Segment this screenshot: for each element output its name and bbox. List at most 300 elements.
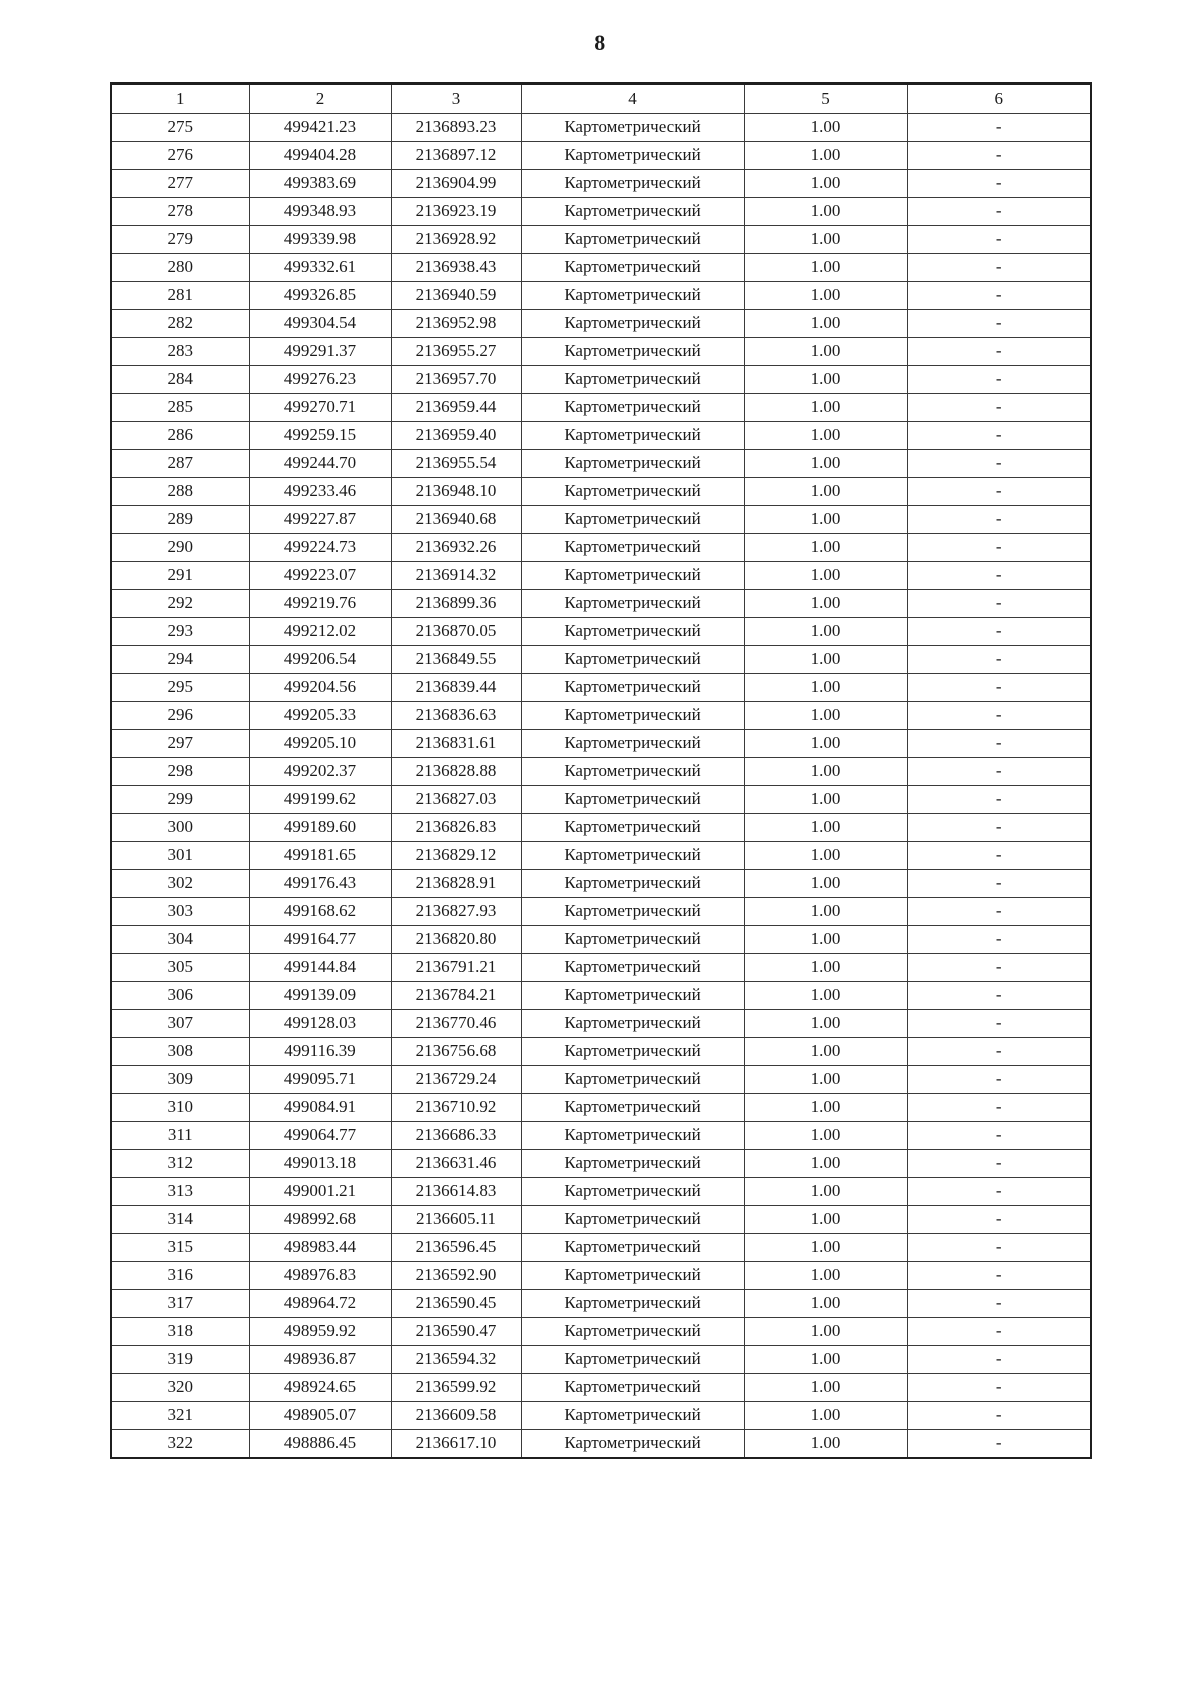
table-row xyxy=(111,618,1091,646)
table-row xyxy=(111,702,1091,730)
table-cell: 297 xyxy=(111,730,249,758)
table-cell: 498976.83 xyxy=(249,1262,391,1290)
table-cell: 1.00 xyxy=(744,898,907,926)
table-row xyxy=(111,1206,1091,1234)
table-cell: Картометрический xyxy=(521,730,744,758)
table-cell: 498924.65 xyxy=(249,1374,391,1402)
table-cell: 2136599.92 xyxy=(391,1374,521,1402)
table-cell: 295 xyxy=(111,674,249,702)
table-cell: - xyxy=(907,1150,1091,1178)
table-cell: 499259.15 xyxy=(249,422,391,450)
table-cell: 499304.54 xyxy=(249,310,391,338)
table-cell: 2136955.27 xyxy=(391,338,521,366)
table-cell: 499206.54 xyxy=(249,646,391,674)
table-cell: 499001.21 xyxy=(249,1178,391,1206)
table-cell: - xyxy=(907,226,1091,254)
table-cell: 2136784.21 xyxy=(391,982,521,1010)
table-cell: - xyxy=(907,562,1091,590)
table-cell: 1.00 xyxy=(744,1402,907,1430)
table-cell: 1.00 xyxy=(744,226,907,254)
table-cell: 2136829.12 xyxy=(391,842,521,870)
table-cell: 1.00 xyxy=(744,114,907,142)
table-row xyxy=(111,1066,1091,1094)
table-cell: 499205.10 xyxy=(249,730,391,758)
table-cell: 1.00 xyxy=(744,786,907,814)
table-row xyxy=(111,310,1091,338)
table-cell: - xyxy=(907,758,1091,786)
table-cell: - xyxy=(907,814,1091,842)
table-cell: - xyxy=(907,1178,1091,1206)
table-cell: - xyxy=(907,590,1091,618)
table-row xyxy=(111,646,1091,674)
table-row xyxy=(111,758,1091,786)
table-row xyxy=(111,562,1091,590)
table-cell: 2136940.59 xyxy=(391,282,521,310)
table-cell: 1.00 xyxy=(744,1262,907,1290)
table-row xyxy=(111,338,1091,366)
table-cell: 2136938.43 xyxy=(391,254,521,282)
table-cell: 499332.61 xyxy=(249,254,391,282)
table-cell: 1.00 xyxy=(744,646,907,674)
table-cell: Картометрический xyxy=(521,1150,744,1178)
table-cell: 1.00 xyxy=(744,1374,907,1402)
table-cell: - xyxy=(907,114,1091,142)
table-cell: 2136594.32 xyxy=(391,1346,521,1374)
table-cell: 2136957.70 xyxy=(391,366,521,394)
table-cell: 1.00 xyxy=(744,1038,907,1066)
table-cell: 499189.60 xyxy=(249,814,391,842)
table-cell: Картометрический xyxy=(521,114,744,142)
table-cell: 499404.28 xyxy=(249,142,391,170)
table-cell: 1.00 xyxy=(744,1430,907,1459)
table-cell: Картометрический xyxy=(521,1094,744,1122)
table-row xyxy=(111,1402,1091,1430)
table-cell: Картометрический xyxy=(521,254,744,282)
table-cell: 498992.68 xyxy=(249,1206,391,1234)
table-row xyxy=(111,926,1091,954)
table-cell: 318 xyxy=(111,1318,249,1346)
table-cell: Картометрический xyxy=(521,226,744,254)
table-cell: Картометрический xyxy=(521,1374,744,1402)
table-cell: 2136631.46 xyxy=(391,1150,521,1178)
table-row xyxy=(111,478,1091,506)
table-cell: 1.00 xyxy=(744,1094,907,1122)
table-cell: 1.00 xyxy=(744,590,907,618)
table-cell: - xyxy=(907,506,1091,534)
table-cell: 275 xyxy=(111,114,249,142)
table-row xyxy=(111,870,1091,898)
table-row xyxy=(111,534,1091,562)
table-row xyxy=(111,1346,1091,1374)
table-cell: - xyxy=(907,1038,1091,1066)
table-cell: - xyxy=(907,1010,1091,1038)
table-cell: 319 xyxy=(111,1346,249,1374)
table-cell: Картометрический xyxy=(521,478,744,506)
table-cell: 499204.56 xyxy=(249,674,391,702)
table-cell: 1.00 xyxy=(744,954,907,982)
table-cell: 498959.92 xyxy=(249,1318,391,1346)
table-cell: - xyxy=(907,1374,1091,1402)
table-cell: 1.00 xyxy=(744,1066,907,1094)
table-cell: - xyxy=(907,1290,1091,1318)
table-row xyxy=(111,786,1091,814)
table-cell: 278 xyxy=(111,198,249,226)
table-cell: - xyxy=(907,674,1091,702)
table-cell: Картометрический xyxy=(521,506,744,534)
table-cell: 2136592.90 xyxy=(391,1262,521,1290)
table-row xyxy=(111,982,1091,1010)
table-cell: 499348.93 xyxy=(249,198,391,226)
coordinate-table-body xyxy=(111,114,1091,1459)
table-cell: 499326.85 xyxy=(249,282,391,310)
table-cell: Картометрический xyxy=(521,366,744,394)
table-cell: Картометрический xyxy=(521,786,744,814)
table-cell: 499205.33 xyxy=(249,702,391,730)
table-row xyxy=(111,674,1091,702)
table-cell: 499013.18 xyxy=(249,1150,391,1178)
table-cell: 310 xyxy=(111,1094,249,1122)
table-cell: 499176.43 xyxy=(249,870,391,898)
table-cell: 305 xyxy=(111,954,249,982)
table-cell: - xyxy=(907,730,1091,758)
table-cell: 499084.91 xyxy=(249,1094,391,1122)
table-cell: Картометрический xyxy=(521,674,744,702)
table-cell: 499223.07 xyxy=(249,562,391,590)
column-header: 2 xyxy=(249,84,391,114)
table-cell: 288 xyxy=(111,478,249,506)
table-cell: Картометрический xyxy=(521,982,744,1010)
table-cell: 277 xyxy=(111,170,249,198)
table-cell: 2136617.10 xyxy=(391,1430,521,1459)
table-cell: - xyxy=(907,254,1091,282)
table-cell: - xyxy=(907,618,1091,646)
table-cell: Картометрический xyxy=(521,450,744,478)
table-row xyxy=(111,1122,1091,1150)
table-cell: 1.00 xyxy=(744,198,907,226)
table-row xyxy=(111,814,1091,842)
table-cell: 1.00 xyxy=(744,1318,907,1346)
table-row xyxy=(111,198,1091,226)
table-cell: 2136596.45 xyxy=(391,1234,521,1262)
table-cell: 499202.37 xyxy=(249,758,391,786)
table-cell: - xyxy=(907,842,1091,870)
header-row xyxy=(111,84,1091,114)
table-cell: 314 xyxy=(111,1206,249,1234)
table-row xyxy=(111,842,1091,870)
table-cell: 292 xyxy=(111,590,249,618)
table-row xyxy=(111,226,1091,254)
table-cell: 2136828.88 xyxy=(391,758,521,786)
table-cell: Картометрический xyxy=(521,870,744,898)
table-cell: Картометрический xyxy=(521,1122,744,1150)
table-cell: 1.00 xyxy=(744,422,907,450)
table-cell: - xyxy=(907,310,1091,338)
table-cell: 313 xyxy=(111,1178,249,1206)
table-cell: 1.00 xyxy=(744,870,907,898)
table-cell: 1.00 xyxy=(744,282,907,310)
table-cell: Картометрический xyxy=(521,618,744,646)
table-cell: 2136831.61 xyxy=(391,730,521,758)
table-cell: - xyxy=(907,142,1091,170)
table-cell: 1.00 xyxy=(744,702,907,730)
table-cell: 2136955.54 xyxy=(391,450,521,478)
table-row xyxy=(111,506,1091,534)
table-cell: - xyxy=(907,954,1091,982)
table-cell: 1.00 xyxy=(744,1234,907,1262)
table-cell: 311 xyxy=(111,1122,249,1150)
table-row xyxy=(111,1178,1091,1206)
table-cell: 499128.03 xyxy=(249,1010,391,1038)
table-cell: 2136940.68 xyxy=(391,506,521,534)
table-cell: Картометрический xyxy=(521,1430,744,1459)
coordinate-table-container xyxy=(110,82,1090,1459)
table-cell: 1.00 xyxy=(744,730,907,758)
table-row xyxy=(111,142,1091,170)
column-header: 4 xyxy=(521,84,744,114)
table-cell: 317 xyxy=(111,1290,249,1318)
table-cell: 281 xyxy=(111,282,249,310)
table-cell: 299 xyxy=(111,786,249,814)
table-cell: 303 xyxy=(111,898,249,926)
table-cell: 1.00 xyxy=(744,1346,907,1374)
table-cell: 282 xyxy=(111,310,249,338)
table-cell: 312 xyxy=(111,1150,249,1178)
table-row xyxy=(111,1234,1091,1262)
table-row xyxy=(111,898,1091,926)
table-cell: 2136729.24 xyxy=(391,1066,521,1094)
table-cell: 2136686.33 xyxy=(391,1122,521,1150)
table-row xyxy=(111,114,1091,142)
table-cell: Картометрический xyxy=(521,926,744,954)
table-cell: Картометрический xyxy=(521,394,744,422)
table-row xyxy=(111,954,1091,982)
table-cell: 309 xyxy=(111,1066,249,1094)
table-cell: 307 xyxy=(111,1010,249,1038)
table-cell: Картометрический xyxy=(521,282,744,310)
table-cell: 499244.70 xyxy=(249,450,391,478)
table-row xyxy=(111,394,1091,422)
table-cell: - xyxy=(907,926,1091,954)
table-cell: 499219.76 xyxy=(249,590,391,618)
table-cell: Картометрический xyxy=(521,534,744,562)
table-row xyxy=(111,590,1091,618)
table-cell: 287 xyxy=(111,450,249,478)
table-cell: Картометрический xyxy=(521,842,744,870)
table-cell: 276 xyxy=(111,142,249,170)
table-cell: - xyxy=(907,1094,1091,1122)
table-cell: 283 xyxy=(111,338,249,366)
table-cell: 2136605.11 xyxy=(391,1206,521,1234)
table-row xyxy=(111,170,1091,198)
table-cell: - xyxy=(907,646,1091,674)
table-cell: 499212.02 xyxy=(249,618,391,646)
table-cell: 1.00 xyxy=(744,478,907,506)
table-cell: 1.00 xyxy=(744,254,907,282)
table-cell: 1.00 xyxy=(744,338,907,366)
table-cell: 2136828.91 xyxy=(391,870,521,898)
table-cell: 498964.72 xyxy=(249,1290,391,1318)
table-cell: Картометрический xyxy=(521,1290,744,1318)
table-row xyxy=(111,366,1091,394)
table-cell: - xyxy=(907,478,1091,506)
table-cell: 306 xyxy=(111,982,249,1010)
table-cell: 499168.62 xyxy=(249,898,391,926)
table-cell: 1.00 xyxy=(744,394,907,422)
table-row xyxy=(111,450,1091,478)
table-cell: 284 xyxy=(111,366,249,394)
table-cell: 315 xyxy=(111,1234,249,1262)
table-cell: 301 xyxy=(111,842,249,870)
table-cell: 1.00 xyxy=(744,842,907,870)
table-cell: 2136899.36 xyxy=(391,590,521,618)
table-cell: Картометрический xyxy=(521,198,744,226)
table-cell: 2136614.83 xyxy=(391,1178,521,1206)
table-cell: 2136791.21 xyxy=(391,954,521,982)
column-header: 1 xyxy=(111,84,249,114)
page-number: 8 xyxy=(594,30,606,55)
table-cell: 2136609.58 xyxy=(391,1402,521,1430)
table-cell: 499064.77 xyxy=(249,1122,391,1150)
table-cell: 499139.09 xyxy=(249,982,391,1010)
table-cell: - xyxy=(907,282,1091,310)
table-cell: 1.00 xyxy=(744,450,907,478)
table-cell: Картометрический xyxy=(521,814,744,842)
table-cell: Картометрический xyxy=(521,702,744,730)
table-cell: 1.00 xyxy=(744,1010,907,1038)
table-cell: Картометрический xyxy=(521,170,744,198)
table-cell: 499199.62 xyxy=(249,786,391,814)
table-cell: - xyxy=(907,786,1091,814)
table-cell: 322 xyxy=(111,1430,249,1459)
table-cell: Картометрический xyxy=(521,562,744,590)
table-cell: - xyxy=(907,534,1091,562)
table-cell: Картометрический xyxy=(521,954,744,982)
table-row xyxy=(111,1262,1091,1290)
table-cell: 1.00 xyxy=(744,562,907,590)
table-cell: 2136914.32 xyxy=(391,562,521,590)
table-cell: 320 xyxy=(111,1374,249,1402)
table-cell: - xyxy=(907,870,1091,898)
table-cell: 2136710.92 xyxy=(391,1094,521,1122)
table-cell: 285 xyxy=(111,394,249,422)
table-cell: - xyxy=(907,1206,1091,1234)
table-cell: 2136590.47 xyxy=(391,1318,521,1346)
table-cell: 293 xyxy=(111,618,249,646)
table-cell: 291 xyxy=(111,562,249,590)
table-cell: 2136836.63 xyxy=(391,702,521,730)
table-row xyxy=(111,1318,1091,1346)
table-cell: 304 xyxy=(111,926,249,954)
table-cell: 316 xyxy=(111,1262,249,1290)
table-cell: 302 xyxy=(111,870,249,898)
table-cell: Картометрический xyxy=(521,758,744,786)
table-cell: 499144.84 xyxy=(249,954,391,982)
table-cell: - xyxy=(907,198,1091,226)
table-cell: 499276.23 xyxy=(249,366,391,394)
table-cell: Картометрический xyxy=(521,646,744,674)
table-cell: 499291.37 xyxy=(249,338,391,366)
table-cell: 2136827.03 xyxy=(391,786,521,814)
table-cell: 2136932.26 xyxy=(391,534,521,562)
table-cell: 2136870.05 xyxy=(391,618,521,646)
table-cell: 2136893.23 xyxy=(391,114,521,142)
table-cell: 499339.98 xyxy=(249,226,391,254)
table-cell: 1.00 xyxy=(744,926,907,954)
table-cell: - xyxy=(907,450,1091,478)
table-cell: - xyxy=(907,702,1091,730)
table-cell: - xyxy=(907,1122,1091,1150)
table-cell: 1.00 xyxy=(744,758,907,786)
table-cell: 1.00 xyxy=(744,1122,907,1150)
table-cell: 499116.39 xyxy=(249,1038,391,1066)
table-cell: Картометрический xyxy=(521,1318,744,1346)
table-cell: 498936.87 xyxy=(249,1346,391,1374)
table-cell: Картометрический xyxy=(521,1038,744,1066)
table-cell: 2136948.10 xyxy=(391,478,521,506)
table-cell: - xyxy=(907,338,1091,366)
table-cell: - xyxy=(907,1234,1091,1262)
table-row xyxy=(111,254,1091,282)
table-cell: Картометрический xyxy=(521,1010,744,1038)
table-row xyxy=(111,1150,1091,1178)
table-cell: - xyxy=(907,1318,1091,1346)
table-cell: 2136590.45 xyxy=(391,1290,521,1318)
table-cell: 1.00 xyxy=(744,534,907,562)
table-cell: 279 xyxy=(111,226,249,254)
table-cell: 1.00 xyxy=(744,982,907,1010)
table-cell: 498886.45 xyxy=(249,1430,391,1459)
table-cell: - xyxy=(907,1402,1091,1430)
table-cell: Картометрический xyxy=(521,142,744,170)
table-cell: 321 xyxy=(111,1402,249,1430)
table-cell: 1.00 xyxy=(744,366,907,394)
table-cell: - xyxy=(907,1066,1091,1094)
table-cell: - xyxy=(907,898,1091,926)
table-cell: Картометрический xyxy=(521,590,744,618)
table-cell: Картометрический xyxy=(521,310,744,338)
table-row xyxy=(111,1374,1091,1402)
table-cell: 1.00 xyxy=(744,142,907,170)
table-cell: 1.00 xyxy=(744,1150,907,1178)
table-cell: 2136904.99 xyxy=(391,170,521,198)
table-cell: 2136952.98 xyxy=(391,310,521,338)
table-cell: 296 xyxy=(111,702,249,730)
table-cell: 300 xyxy=(111,814,249,842)
table-cell: - xyxy=(907,1262,1091,1290)
table-cell: 1.00 xyxy=(744,310,907,338)
table-cell: 499164.77 xyxy=(249,926,391,954)
table-cell: 498983.44 xyxy=(249,1234,391,1262)
coordinate-table xyxy=(110,82,1092,1459)
table-cell: 290 xyxy=(111,534,249,562)
table-row xyxy=(111,1430,1091,1459)
table-cell: 1.00 xyxy=(744,618,907,646)
table-cell: 1.00 xyxy=(744,1206,907,1234)
table-cell: 2136839.44 xyxy=(391,674,521,702)
table-cell: Картометрический xyxy=(521,422,744,450)
table-cell: 2136897.12 xyxy=(391,142,521,170)
table-cell: 1.00 xyxy=(744,506,907,534)
table-cell: 280 xyxy=(111,254,249,282)
table-cell: 294 xyxy=(111,646,249,674)
table-cell: Картометрический xyxy=(521,1178,744,1206)
column-header: 3 xyxy=(391,84,521,114)
coordinate-table-header xyxy=(111,84,1091,114)
table-cell: 499095.71 xyxy=(249,1066,391,1094)
table-cell: 2136770.46 xyxy=(391,1010,521,1038)
table-cell: 499270.71 xyxy=(249,394,391,422)
table-cell: 499224.73 xyxy=(249,534,391,562)
